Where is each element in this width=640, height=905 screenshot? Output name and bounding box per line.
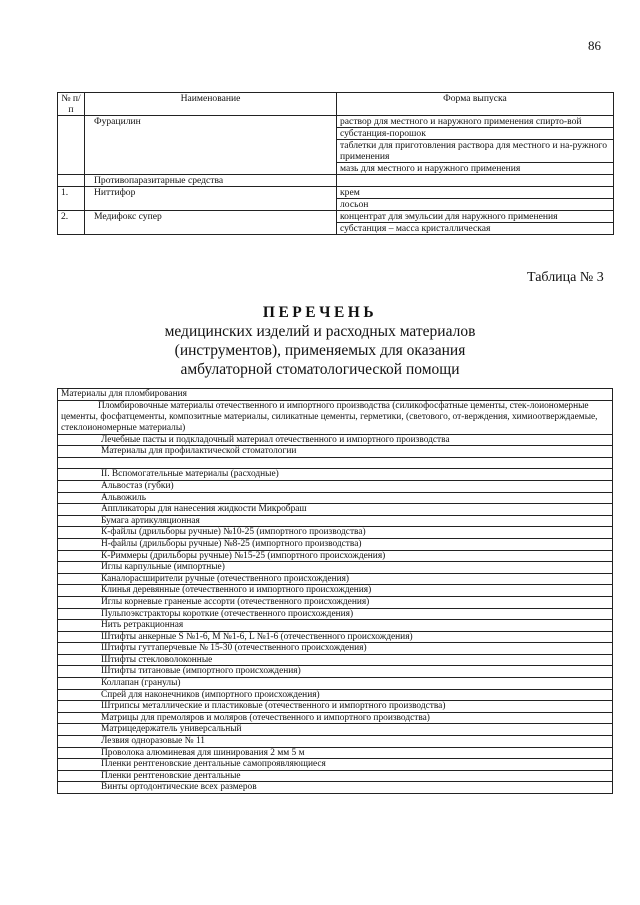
table-row bbox=[58, 187, 614, 199]
table-row bbox=[58, 701, 613, 713]
table-row bbox=[58, 527, 613, 539]
header-num: № п/п bbox=[58, 93, 85, 116]
row-num: 2. bbox=[58, 211, 85, 235]
row-form: крем bbox=[337, 187, 614, 199]
table-row bbox=[58, 515, 613, 527]
list-item: Иглы корневые граненые ассорти (отечественного происхождения) bbox=[58, 596, 613, 608]
title-line: амбулаторной стоматологической помощи bbox=[180, 361, 460, 378]
table-row bbox=[58, 538, 613, 550]
table-row bbox=[58, 469, 613, 481]
table-header-row bbox=[58, 93, 614, 116]
list-item: Коллапан (гранулы) bbox=[58, 678, 613, 690]
table-row bbox=[58, 620, 613, 632]
row-form: лосьон bbox=[337, 199, 614, 211]
table-row bbox=[58, 480, 613, 492]
list-item: Лечебные пасты и подкладочный материал отечественного и импортного производства bbox=[58, 434, 613, 446]
list-item: Клинья деревянные (отечественного и импортного происхождения) bbox=[58, 585, 613, 597]
list-item: К-файлы (дрильборы ручные) №10-25 (импортного производства) bbox=[58, 527, 613, 539]
table-row bbox=[58, 446, 613, 458]
list-item: Материалы для пломбирования bbox=[58, 389, 613, 401]
table-row bbox=[58, 504, 613, 516]
row-form: субстанция – масса кристаллическая bbox=[337, 223, 614, 235]
list-title bbox=[0, 303, 640, 379]
title-line: (инструментов), применяемых для оказания bbox=[174, 342, 466, 359]
row-name: Медифокс супер bbox=[85, 211, 337, 235]
table-row bbox=[58, 400, 613, 434]
list-item: Штрипсы металлические и пластиковые (отечественного и импортного производства) bbox=[58, 701, 613, 713]
list-item: Бумага артикуляционная bbox=[58, 515, 613, 527]
row-num: 1. bbox=[58, 187, 85, 211]
row-form bbox=[337, 175, 614, 187]
list-item bbox=[58, 457, 613, 469]
list-item: Матрицедержатель универсальный bbox=[58, 724, 613, 736]
list-item: Н-файлы (дрильборы ручные) №8-25 (импортного производства) bbox=[58, 538, 613, 550]
list-item: К-Риммеры (дрильборы ручные) №15-25 (импортного происхождения) bbox=[58, 550, 613, 562]
row-form: субстанция-порошок bbox=[337, 128, 614, 140]
drugs-table bbox=[57, 92, 614, 235]
list-item: Штифты титановые (импортного происхождения) bbox=[58, 666, 613, 678]
table-row bbox=[58, 562, 613, 574]
table-row bbox=[58, 550, 613, 562]
table-row bbox=[58, 736, 613, 748]
table-row bbox=[58, 492, 613, 504]
row-name: Противопаразитарные средства bbox=[85, 175, 337, 187]
row-num bbox=[58, 175, 85, 187]
list-item: Аппликаторы для нанесения жидкости Микробраш bbox=[58, 504, 613, 516]
list-item: Пленки рентгеновские дентальные самопроявляющиеся bbox=[58, 759, 613, 771]
list-item: Нить ретракционная bbox=[58, 620, 613, 632]
table-row bbox=[58, 724, 613, 736]
table-row bbox=[58, 211, 614, 223]
list-item: Пленки рентгеновские дентальные bbox=[58, 770, 613, 782]
list-item: Пломбировочные материалы отечественного и импортного производства (силикофосфатные цементы, стек-лоиономерные цементы, фосфатцементы, композитные материалы, силикатные цементы, герметики, (светового, от-верждения, химиоотверждаемые, стеклоиономерные материалы) bbox=[58, 400, 613, 434]
list-item: Альвостаз (губки) bbox=[58, 480, 613, 492]
table-row bbox=[58, 678, 613, 690]
list-item: Штифты анкерные S №1-6, M №1-6, L №1-6 (отечественного происхождения) bbox=[58, 631, 613, 643]
table-row bbox=[58, 782, 613, 794]
table-row bbox=[58, 585, 613, 597]
row-form: концентрат для эмульсии для наружного применения bbox=[337, 211, 614, 223]
list-item: Иглы карпульные (импортные) bbox=[58, 562, 613, 574]
list-item: Штифты стекловолоконные bbox=[58, 654, 613, 666]
list-item: Пульпоэкстракторы короткие (отечественного происхождения) bbox=[58, 608, 613, 620]
table-row bbox=[58, 596, 613, 608]
table-row bbox=[58, 434, 613, 446]
header-form: Форма выпуска bbox=[337, 93, 614, 116]
page-number: 86 bbox=[588, 38, 601, 53]
table-row bbox=[58, 759, 613, 771]
table-row bbox=[58, 389, 613, 401]
table-row bbox=[58, 666, 613, 678]
table-row bbox=[58, 712, 613, 724]
list-item: Спрей для наконечников (импортного происхождения) bbox=[58, 689, 613, 701]
table-row bbox=[58, 631, 613, 643]
table-caption: Таблица № 3 bbox=[527, 270, 604, 285]
table-row bbox=[58, 573, 613, 585]
list-item: Винты ортодонтические всех размеров bbox=[58, 782, 613, 794]
list-item: II. Вспомогательные материалы (расходные) bbox=[58, 469, 613, 481]
table-row bbox=[58, 747, 613, 759]
table-row bbox=[58, 608, 613, 620]
row-form: мазь для местного и наружного применения bbox=[337, 163, 614, 175]
header-name: Наименование bbox=[85, 93, 337, 116]
table-row bbox=[58, 770, 613, 782]
list-item: Штифты гуттаперчевые № 15-30 (отечественного происхождения) bbox=[58, 643, 613, 655]
list-item: Материалы для профилактической стоматологии bbox=[58, 446, 613, 458]
list-item: Проволока алюминевая для шинирования 2 мм 5 м bbox=[58, 747, 613, 759]
list-item: Альвожиль bbox=[58, 492, 613, 504]
list-item: Лезвия одноразовые № 11 bbox=[58, 736, 613, 748]
list-item: Матрицы для премоляров и моляров (отечественного и импортного производства) bbox=[58, 712, 613, 724]
row-name: Ниттифор bbox=[85, 187, 337, 211]
row-num bbox=[58, 116, 85, 175]
table-row bbox=[58, 654, 613, 666]
list-item: Каналорасширители ручные (отечественного происхождения) bbox=[58, 573, 613, 585]
title-heading: ПЕРЕЧЕНЬ bbox=[262, 304, 378, 321]
row-name: Фурацилин bbox=[85, 116, 337, 175]
table-row bbox=[58, 643, 613, 655]
table-row bbox=[58, 175, 614, 187]
table-row bbox=[58, 457, 613, 469]
row-form: раствор для местного и наружного применения спирто-вой bbox=[337, 116, 614, 128]
title-line: медицинских изделий и расходных материалов bbox=[164, 323, 476, 340]
row-form: таблетки для приготовления раствора для местного и на-ружного применения bbox=[337, 140, 614, 163]
table-row bbox=[58, 689, 613, 701]
table-row bbox=[58, 116, 614, 128]
materials-table bbox=[57, 388, 613, 794]
